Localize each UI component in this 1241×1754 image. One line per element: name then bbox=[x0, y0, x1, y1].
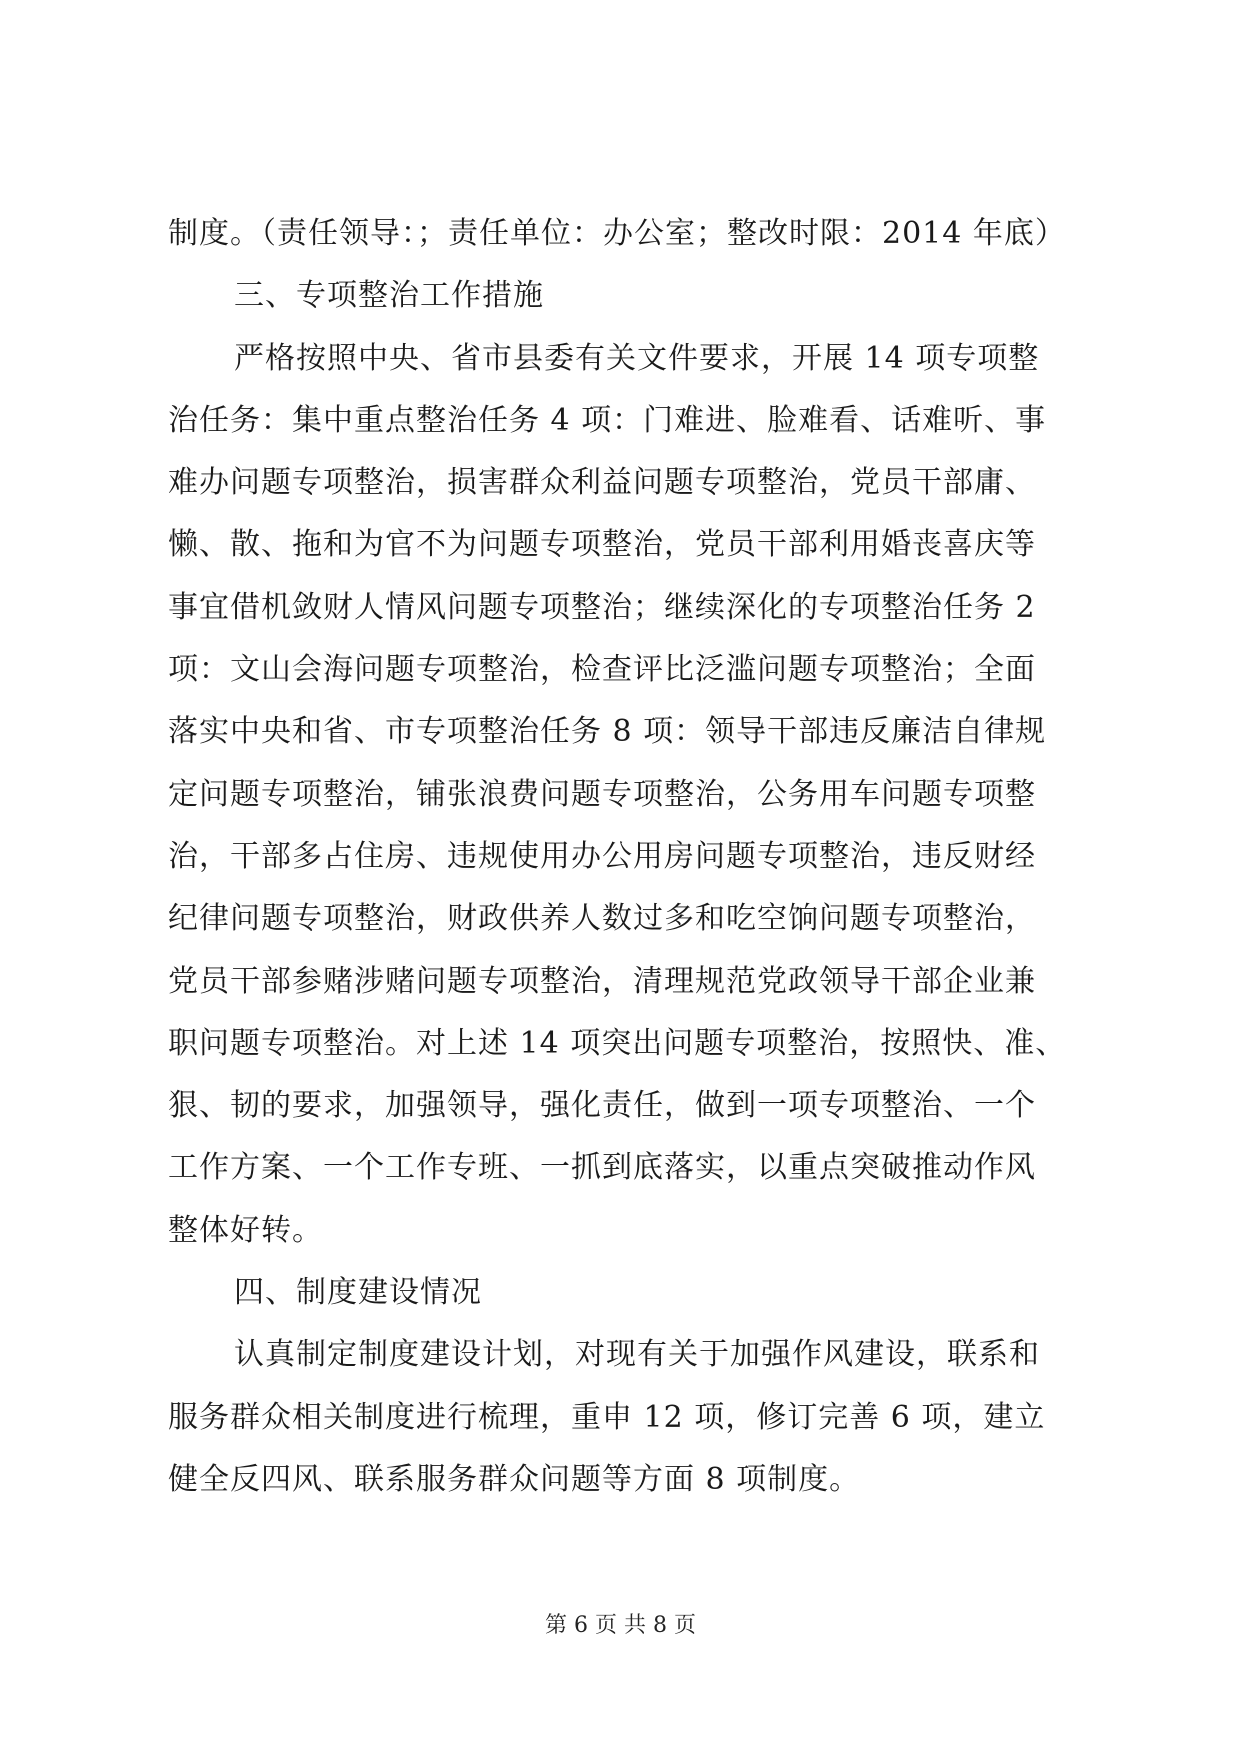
text-line: 认真制定制度建设计划，对现有关于加强作风建设，联系和 bbox=[234, 1337, 1040, 1373]
text-line: 定问题专项整治，铺张浪费问题专项整治，公务用车问题专项整 bbox=[168, 776, 1036, 812]
text-line: 狠、韧的要求，加强领导，强化责任，做到一项专项整治、一个 bbox=[168, 1088, 1036, 1124]
text-line: 难办问题专项整治，损害群众利益问题专项整治，党员干部庸、 bbox=[168, 465, 1036, 501]
section-heading-3: 三、专项整治工作措施 bbox=[234, 278, 544, 314]
text-line: 纪律问题专项整治，财政供养人数过多和吃空饷问题专项整治， bbox=[168, 901, 1036, 937]
text-line: 治任务：集中重点整治任务 4 项：门难进、脸难看、话难听、事 bbox=[168, 402, 1047, 438]
text-line: 工作方案、一个工作专班、一抓到底落实，以重点突破推动作风 bbox=[168, 1150, 1036, 1186]
text-line: 事宜借机敛财人情风问题专项整治；继续深化的专项整治任务 2 bbox=[168, 589, 1036, 625]
text-line: 治，干部多占住房、违规使用办公用房问题专项整治，违反财经 bbox=[168, 838, 1036, 874]
text-line: 项：文山会海问题专项整治，检查评比泛滥问题专项整治；全面 bbox=[168, 652, 1036, 688]
section-heading-4: 四、制度建设情况 bbox=[234, 1275, 482, 1311]
text-line: 党员干部参赌涉赌问题专项整治，清理规范党政领导干部企业兼 bbox=[168, 963, 1036, 999]
text-line: 制度。（责任领导：；责任单位：办公室；整改时限：2014 年底） bbox=[168, 216, 1066, 251]
text-line: 服务群众相关制度进行梳理，重申 12 项，修订完善 6 项，建立 bbox=[168, 1399, 1046, 1435]
page-footer: 第 6 页 共 8 页 bbox=[545, 1613, 696, 1638]
text-line: 落实中央和省、市专项整治任务 8 项：领导干部违反廉洁自律规 bbox=[168, 714, 1047, 750]
text-line: 严格按照中央、省市县委有关文件要求，开展 14 项专项整 bbox=[234, 340, 1040, 376]
text-line: 懒、散、拖和为官不为问题专项整治，党员干部利用婚丧喜庆等 bbox=[168, 527, 1036, 563]
text-line: 整体好转。 bbox=[168, 1212, 323, 1248]
text-line: 健全反四风、联系服务群众问题等方面 8 项制度。 bbox=[168, 1461, 861, 1497]
text-line: 职问题专项整治。对上述 14 项突出问题专项整治，按照快、准、 bbox=[168, 1025, 1067, 1061]
body-text bbox=[168, 203, 1080, 1511]
